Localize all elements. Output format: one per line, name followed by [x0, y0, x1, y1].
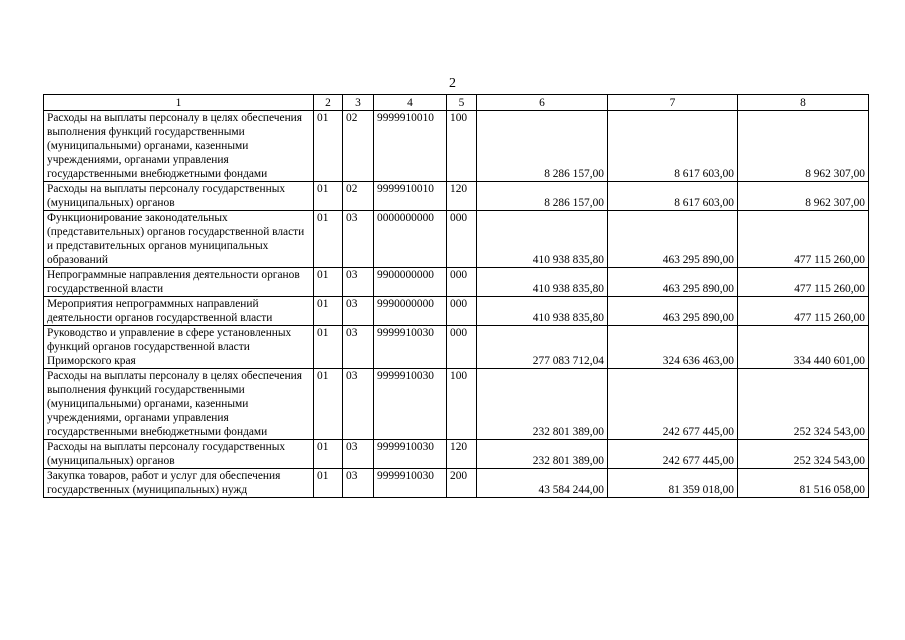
- row-amount-col8: 477 115 260,00: [738, 268, 869, 297]
- row-target-article-code: 9999910030: [374, 440, 447, 469]
- header-cell: 5: [447, 95, 477, 111]
- row-amount-col6: 277 083 712,04: [477, 326, 608, 369]
- row-section-code: 01: [314, 469, 343, 498]
- row-expense-type-code: 000: [447, 326, 477, 369]
- row-target-article-code: 9999910030: [374, 469, 447, 498]
- row-amount-col7: 242 677 445,00: [608, 440, 738, 469]
- row-section-code: 01: [314, 111, 343, 182]
- row-amount-col7: 463 295 890,00: [608, 211, 738, 268]
- row-target-article-code: 9999910010: [374, 182, 447, 211]
- row-section-code: 01: [314, 268, 343, 297]
- row-section-code: 01: [314, 369, 343, 440]
- table-row: [44, 326, 869, 369]
- header-cell: 6: [477, 95, 608, 111]
- row-target-article-code: 9999910030: [374, 369, 447, 440]
- row-expense-type-code: 000: [447, 297, 477, 326]
- row-name-cell: Расходы на выплаты персоналу в целях обеспечения выполнения функций государственными (муниципальными) органами, казенными учреждениями, органами управления государственными внебюджетными фондами: [44, 369, 314, 440]
- header-cell: 4: [374, 95, 447, 111]
- table-row: [44, 297, 869, 326]
- row-expense-type-code: 000: [447, 268, 477, 297]
- row-amount-col6: 410 938 835,80: [477, 268, 608, 297]
- row-expense-type-code: 120: [447, 182, 477, 211]
- row-section-code: 01: [314, 297, 343, 326]
- row-target-article-code: 9900000000: [374, 268, 447, 297]
- table-row: [44, 211, 869, 268]
- row-target-article-code: 9999910010: [374, 111, 447, 182]
- row-target-article-code: 9990000000: [374, 297, 447, 326]
- row-name-cell: Руководство и управление в сфере установленных функций органов государственной власти Приморского края: [44, 326, 314, 369]
- budget-table: [43, 94, 869, 498]
- header-row: [44, 95, 869, 111]
- row-amount-col6: 232 801 389,00: [477, 440, 608, 469]
- header-cell: 2: [314, 95, 343, 111]
- row-target-article-code: 0000000000: [374, 211, 447, 268]
- row-name-cell: Расходы на выплаты персоналу государственных (муниципальных) органов: [44, 182, 314, 211]
- row-name-cell: Закупка товаров, работ и услуг для обеспечения государственных (муниципальных) нужд: [44, 469, 314, 498]
- row-amount-col7: 81 359 018,00: [608, 469, 738, 498]
- header-cell: 1: [44, 95, 314, 111]
- row-subsection-code: 02: [343, 182, 374, 211]
- row-expense-type-code: 100: [447, 369, 477, 440]
- row-amount-col6: 410 938 835,80: [477, 297, 608, 326]
- row-amount-col7: 242 677 445,00: [608, 369, 738, 440]
- row-subsection-code: 03: [343, 469, 374, 498]
- table-row: [44, 469, 869, 498]
- row-amount-col8: 8 962 307,00: [738, 111, 869, 182]
- row-subsection-code: 03: [343, 326, 374, 369]
- row-section-code: 01: [314, 326, 343, 369]
- row-amount-col8: 8 962 307,00: [738, 182, 869, 211]
- row-section-code: 01: [314, 440, 343, 469]
- row-amount-col6: 8 286 157,00: [477, 111, 608, 182]
- row-subsection-code: 02: [343, 111, 374, 182]
- table-row: [44, 111, 869, 182]
- row-subsection-code: 03: [343, 297, 374, 326]
- row-amount-col6: 410 938 835,80: [477, 211, 608, 268]
- row-target-article-code: 9999910030: [374, 326, 447, 369]
- row-amount-col7: 324 636 463,00: [608, 326, 738, 369]
- row-name-cell: Расходы на выплаты персоналу в целях обеспечения выполнения функций государственными (муниципальными) органами, казенными учреждениями, органами управления государственными внебюджетными фондами: [44, 111, 314, 182]
- row-section-code: 01: [314, 182, 343, 211]
- row-name-cell: Расходы на выплаты персоналу государственных (муниципальных) органов: [44, 440, 314, 469]
- row-amount-col8: 81 516 058,00: [738, 469, 869, 498]
- row-name-cell: Непрограммные направления деятельности органов государственной власти: [44, 268, 314, 297]
- table-row: [44, 440, 869, 469]
- row-amount-col7: 8 617 603,00: [608, 182, 738, 211]
- row-subsection-code: 03: [343, 268, 374, 297]
- row-amount-col7: 463 295 890,00: [608, 268, 738, 297]
- header-cell: 8: [738, 95, 869, 111]
- row-amount-col8: 252 324 543,00: [738, 440, 869, 469]
- row-amount-col8: 477 115 260,00: [738, 297, 869, 326]
- row-expense-type-code: 120: [447, 440, 477, 469]
- row-amount-col8: 334 440 601,00: [738, 326, 869, 369]
- row-subsection-code: 03: [343, 369, 374, 440]
- row-amount-col7: 8 617 603,00: [608, 111, 738, 182]
- row-amount-col8: 477 115 260,00: [738, 211, 869, 268]
- table-row: [44, 369, 869, 440]
- row-section-code: 01: [314, 211, 343, 268]
- row-expense-type-code: 000: [447, 211, 477, 268]
- row-expense-type-code: 200: [447, 469, 477, 498]
- table-row: [44, 182, 869, 211]
- row-subsection-code: 03: [343, 440, 374, 469]
- row-name-cell: Функционирование законодательных (представительных) органов государственной власти и представительных органов муниципальных образований: [44, 211, 314, 268]
- header-cell: 3: [343, 95, 374, 111]
- table-row: [44, 268, 869, 297]
- row-expense-type-code: 100: [447, 111, 477, 182]
- row-name-cell: Мероприятия непрограммных направлений деятельности органов государственной власти: [44, 297, 314, 326]
- row-amount-col7: 463 295 890,00: [608, 297, 738, 326]
- row-amount-col6: 43 584 244,00: [477, 469, 608, 498]
- page-number: 2: [449, 76, 456, 91]
- row-amount-col6: 8 286 157,00: [477, 182, 608, 211]
- row-subsection-code: 03: [343, 211, 374, 268]
- row-amount-col6: 232 801 389,00: [477, 369, 608, 440]
- row-amount-col8: 252 324 543,00: [738, 369, 869, 440]
- header-cell: 7: [608, 95, 738, 111]
